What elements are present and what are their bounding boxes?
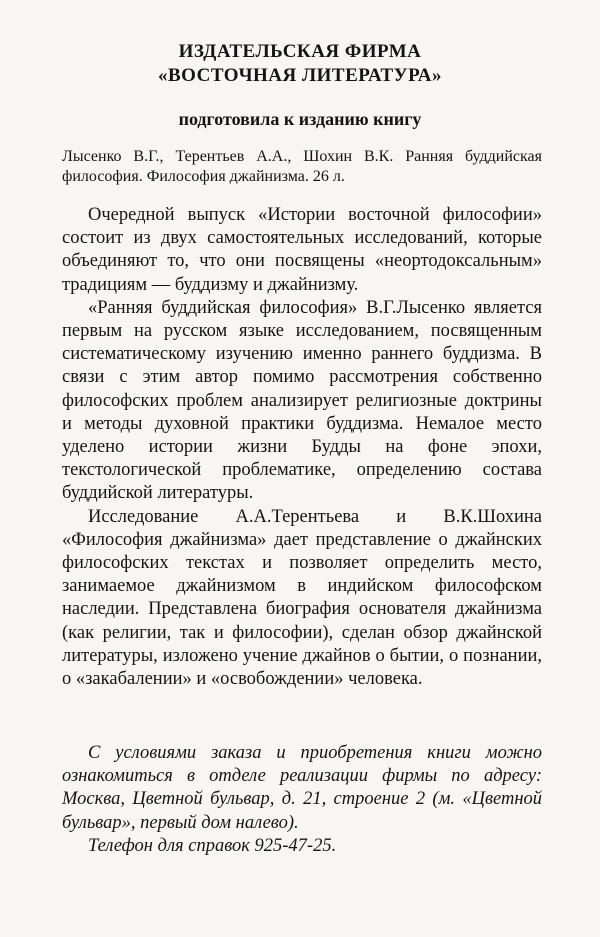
bibliographic-entry: Лысенко В.Г., Терентьев А.А., Шохин В.К. Ранняя буддийская философия. Философия джайнизма. 26 л.: [62, 148, 542, 185]
publisher-name: ИЗДАТЕЛЬСКАЯ ФИРМА: [178, 41, 422, 62]
publisher-title: «ВОСТОЧНАЯ ЛИТЕРАТУРА»: [157, 65, 443, 86]
order-info-block: [62, 742, 542, 858]
paragraph-intro: Очередной выпуск «Истории восточной философии» состоит из двух самостоятельных исследований, которые объединяют то, что они посвящены «неортодоксальным» традициям — буддизму и джайнизму.: [62, 205, 542, 295]
announcement-subheading: подготовила к изданию книгу: [178, 109, 422, 129]
order-info: С условиями заказа и приобретения книги можно ознакомиться в отделе реализации фирмы по адресу: Москва, Цветной бульвар, д. 21, строение 2 (м. «Цветной бульвар», первый дом налево).: [62, 743, 542, 833]
description-body: [62, 204, 542, 691]
phone-info: Телефон для справок 925-47-25.: [88, 835, 337, 856]
paragraph-buddhism: «Ранняя буддийская философия» В.Г.Лысенко является первым на русском языке исследованием, посвященным систематическому изучению именно раннего буддизма. В связи с этим автор помимо рассмотрения собственно философских проблем анализирует религиозные доктрины и методы духовной практики буддизма. Немалое место уделено истории жизни Будды на фоне эпохи, текстологической проблематике, определению состава буддийской литературы.: [62, 297, 542, 504]
paragraph-jainism: Исследование А.А.Терентьева и В.К.Шохина «Философия джайнизма» дает представление о джайнских философских текстах и позволяет определить место, занимаемое джайнизмом в индийском философском наследии. Представлена биография основателя джайнизма (как религии, так и философии), сделан обзор джайнской литературы, изложено учение джайнов о бытии, о познании, о «закабалении» и «освобождении» человека.: [62, 506, 542, 690]
